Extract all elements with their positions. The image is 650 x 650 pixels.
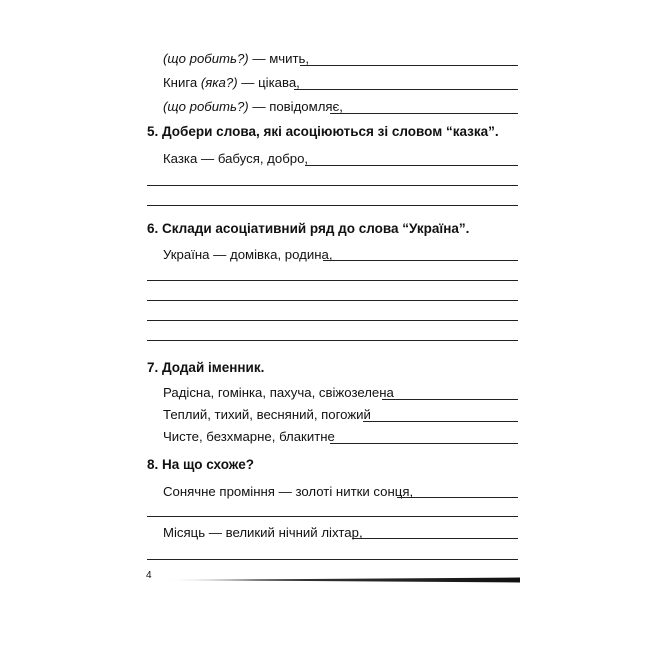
- task-5-title: 5. Добери слова, які асоціюються зі словом “казка”.: [147, 124, 499, 139]
- line-text: — цікава,: [237, 75, 300, 90]
- answer-line[interactable]: [147, 280, 518, 281]
- line-text: — повідомляє,: [248, 99, 343, 114]
- task-7-item: Чисте, безхмарне, блакитне: [163, 429, 335, 444]
- task-8-item: Місяць — великий нічний ліхтар,: [163, 525, 363, 540]
- top-line-3: [163, 99, 343, 114]
- task-8-item: Сонячне проміння — золоті нитки сонця,: [163, 484, 414, 499]
- answer-line[interactable]: [323, 260, 518, 261]
- answer-line[interactable]: [363, 421, 518, 422]
- task-5-example: Казка — бабуся, добро,: [163, 151, 309, 166]
- answer-line[interactable]: [397, 497, 518, 498]
- task-6-example: Україна — домівка, родина,: [163, 247, 333, 262]
- top-line-1: [163, 51, 309, 66]
- answer-line[interactable]: [147, 320, 518, 321]
- question-hint: (яка?): [200, 75, 238, 90]
- page-number: 4: [146, 570, 152, 581]
- answer-line[interactable]: [147, 185, 518, 186]
- answer-line[interactable]: [147, 516, 518, 517]
- answer-line[interactable]: [147, 205, 518, 206]
- answer-line[interactable]: [294, 89, 518, 90]
- task-6-title: 6. Склади асоціативний ряд до слова “Україна”.: [147, 221, 470, 236]
- question-hint: (що робить?): [163, 99, 249, 114]
- answer-line[interactable]: [330, 443, 518, 444]
- answer-line[interactable]: [330, 113, 518, 114]
- answer-line[interactable]: [147, 300, 518, 301]
- answer-line[interactable]: [305, 165, 518, 166]
- question-hint: (що робить?): [163, 51, 249, 66]
- task-7-item: Теплий, тихий, весняний, погожий: [163, 407, 371, 422]
- line-text: — мчить,: [248, 51, 310, 66]
- answer-line[interactable]: [382, 399, 518, 400]
- answer-line[interactable]: [300, 65, 518, 66]
- task-7-item: Радісна, гомінка, пахуча, свіжозелена: [163, 385, 394, 400]
- footer-rule: [168, 576, 528, 584]
- line-prefix: Книга: [163, 75, 201, 90]
- task-8-title: 8. На що схоже?: [147, 457, 254, 472]
- task-7-title: 7. Додай іменник.: [147, 360, 265, 375]
- answer-line[interactable]: [147, 340, 518, 341]
- answer-line[interactable]: [147, 559, 518, 560]
- top-line-2: [163, 75, 300, 90]
- answer-line[interactable]: [352, 538, 518, 539]
